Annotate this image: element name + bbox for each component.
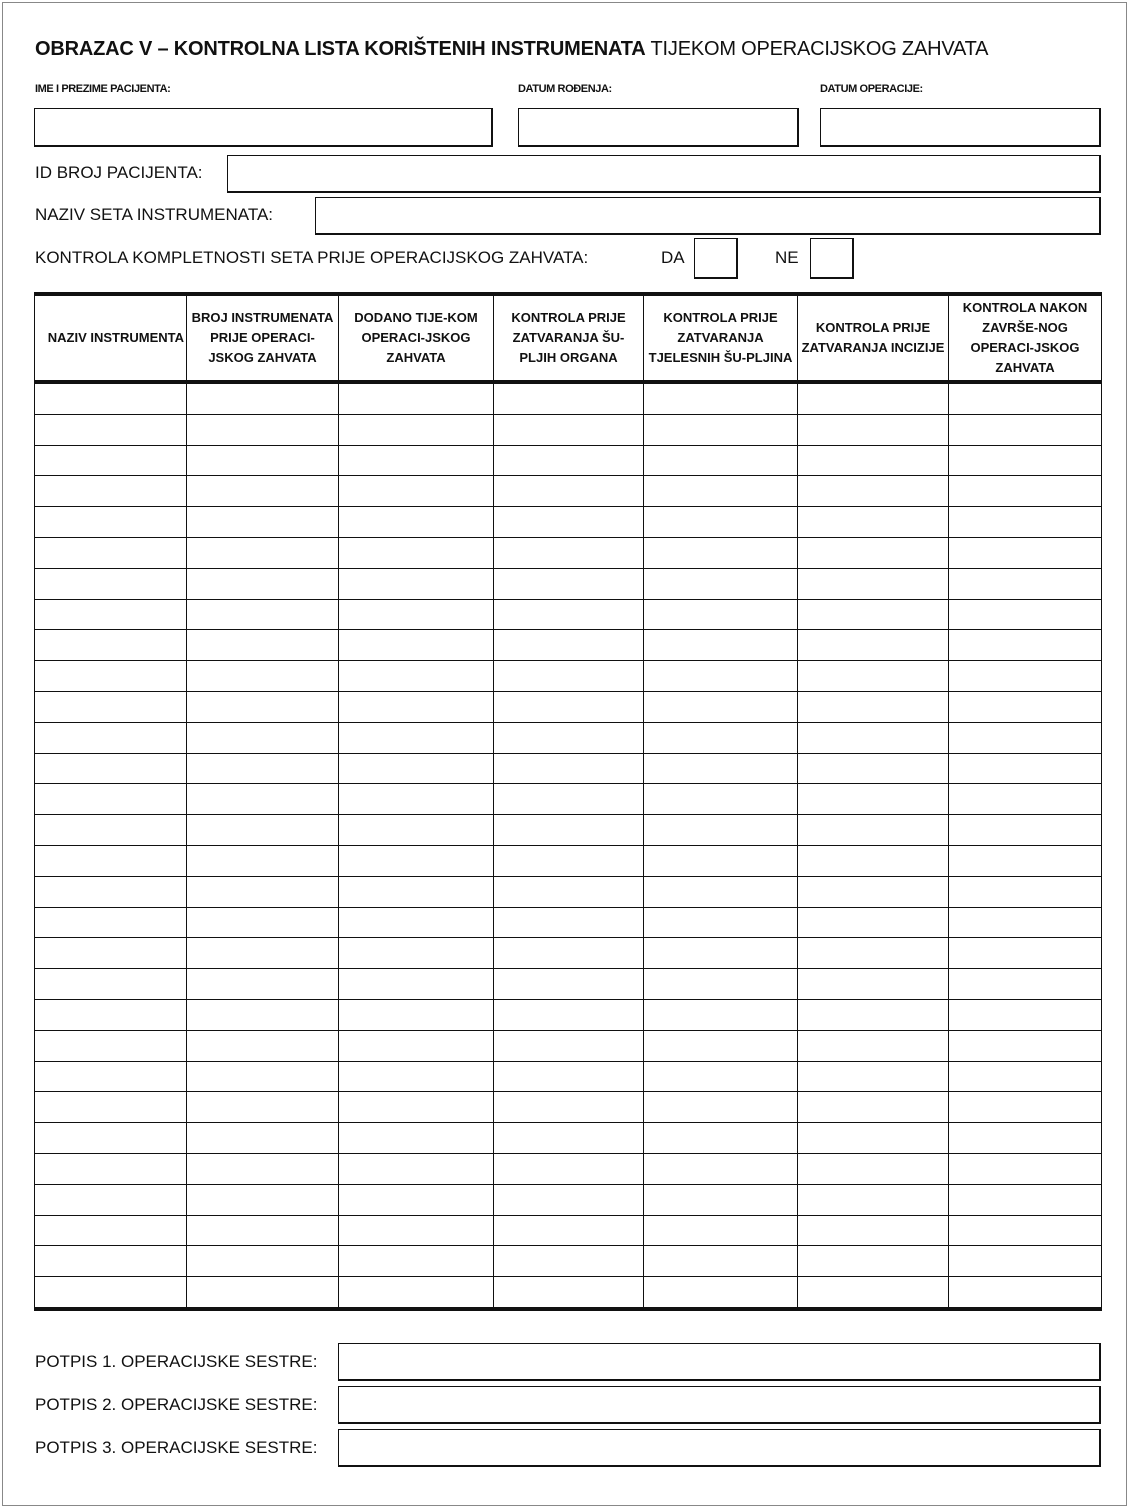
table-cell[interactable] xyxy=(187,661,339,692)
table-cell[interactable] xyxy=(798,537,949,568)
table-row xyxy=(35,537,1102,568)
table-cell[interactable] xyxy=(339,999,494,1030)
table-cell[interactable] xyxy=(339,969,494,1000)
table-cell[interactable] xyxy=(949,876,1102,907)
table-cell[interactable] xyxy=(187,414,339,445)
yes-label: DA xyxy=(661,248,685,267)
table-cell[interactable] xyxy=(494,1123,644,1154)
table-row xyxy=(35,630,1102,661)
table-cell[interactable] xyxy=(644,969,798,1000)
table-cell[interactable] xyxy=(35,815,187,846)
column-header: KONTROLA PRIJE ZATVARANJA ŠU-PLJIH ORGANA xyxy=(494,294,644,382)
no-label: NE xyxy=(775,248,799,267)
table-cell[interactable] xyxy=(187,1153,339,1184)
table-cell[interactable] xyxy=(949,599,1102,630)
table-cell[interactable] xyxy=(644,1153,798,1184)
table-cell[interactable] xyxy=(949,1123,1102,1154)
op-date-field[interactable] xyxy=(820,108,1101,147)
table-cell[interactable] xyxy=(798,1123,949,1154)
table-cell[interactable] xyxy=(339,1215,494,1246)
table-cell[interactable] xyxy=(339,1246,494,1277)
table-row xyxy=(35,414,1102,445)
table-cell[interactable] xyxy=(339,1061,494,1092)
table-cell[interactable] xyxy=(187,938,339,969)
table-cell[interactable] xyxy=(949,382,1102,414)
table-cell[interactable] xyxy=(798,507,949,538)
table-cell[interactable] xyxy=(798,1246,949,1277)
table-cell[interactable] xyxy=(798,1061,949,1092)
table-cell[interactable] xyxy=(798,784,949,815)
table-cell[interactable] xyxy=(187,815,339,846)
table-cell[interactable] xyxy=(35,722,187,753)
table-cell[interactable] xyxy=(949,476,1102,507)
table-cell[interactable] xyxy=(35,1277,187,1309)
table-cell[interactable] xyxy=(187,537,339,568)
table-row xyxy=(35,1123,1102,1154)
table-cell[interactable] xyxy=(494,1277,644,1309)
table-cell[interactable] xyxy=(187,1092,339,1123)
table-row xyxy=(35,691,1102,722)
table-cell[interactable] xyxy=(798,876,949,907)
signature-3-field[interactable] xyxy=(338,1429,1101,1467)
table-cell[interactable] xyxy=(35,568,187,599)
table-cell[interactable] xyxy=(494,1092,644,1123)
table-cell[interactable] xyxy=(644,661,798,692)
table-cell[interactable] xyxy=(494,507,644,538)
table-cell[interactable] xyxy=(339,1030,494,1061)
signature-2-label: POTPIS 2. OPERACIJSKE SESTRE: xyxy=(35,1395,318,1414)
table-cell[interactable] xyxy=(339,784,494,815)
table-cell[interactable] xyxy=(339,537,494,568)
form-title xyxy=(35,38,988,61)
table-cell[interactable] xyxy=(644,1246,798,1277)
table-cell[interactable] xyxy=(494,445,644,476)
table-cell[interactable] xyxy=(798,969,949,1000)
table-row xyxy=(35,445,1102,476)
table-cell[interactable] xyxy=(798,815,949,846)
table-cell[interactable] xyxy=(494,938,644,969)
table-cell[interactable] xyxy=(949,507,1102,538)
table-cell[interactable] xyxy=(798,753,949,784)
dob-field[interactable] xyxy=(518,108,799,147)
table-cell[interactable] xyxy=(644,691,798,722)
table-cell[interactable] xyxy=(339,907,494,938)
table-cell[interactable] xyxy=(494,568,644,599)
column-header: NAZIV INSTRUMENTA xyxy=(35,294,187,382)
table-cell[interactable] xyxy=(644,537,798,568)
table-cell[interactable] xyxy=(644,722,798,753)
table-cell[interactable] xyxy=(949,1092,1102,1123)
table-cell[interactable] xyxy=(798,722,949,753)
table-cell[interactable] xyxy=(949,414,1102,445)
table-cell[interactable] xyxy=(949,845,1102,876)
table-cell[interactable] xyxy=(187,969,339,1000)
table-cell[interactable] xyxy=(949,1246,1102,1277)
table-cell[interactable] xyxy=(339,722,494,753)
table-cell[interactable] xyxy=(798,661,949,692)
table-cell[interactable] xyxy=(798,1277,949,1309)
table-cell[interactable] xyxy=(35,507,187,538)
table-cell[interactable] xyxy=(494,753,644,784)
table-cell[interactable] xyxy=(35,938,187,969)
yes-checkbox[interactable] xyxy=(694,238,738,279)
table-cell[interactable] xyxy=(35,1246,187,1277)
table-cell[interactable] xyxy=(35,1061,187,1092)
table-cell[interactable] xyxy=(949,537,1102,568)
table-row xyxy=(35,1184,1102,1215)
table-cell[interactable] xyxy=(644,414,798,445)
table-cell[interactable] xyxy=(35,784,187,815)
table-cell[interactable] xyxy=(494,722,644,753)
table-cell[interactable] xyxy=(494,382,644,414)
title-bold: OBRAZAC V – KONTROLNA LISTA KORIŠTENIH INSTRUMENATA xyxy=(35,38,646,60)
table-cell[interactable] xyxy=(949,1061,1102,1092)
table-cell[interactable] xyxy=(949,1184,1102,1215)
table-cell[interactable] xyxy=(949,938,1102,969)
table-cell[interactable] xyxy=(494,1061,644,1092)
table-cell[interactable] xyxy=(949,691,1102,722)
signature-1-label: POTPIS 1. OPERACIJSKE SESTRE: xyxy=(35,1352,318,1371)
dob-label: DATUM ROĐENJA: xyxy=(518,83,612,95)
table-cell[interactable] xyxy=(339,630,494,661)
table-cell[interactable] xyxy=(644,1277,798,1309)
table-cell[interactable] xyxy=(494,1246,644,1277)
table-cell[interactable] xyxy=(35,969,187,1000)
table-cell[interactable] xyxy=(339,414,494,445)
patient-name-field[interactable] xyxy=(34,108,493,147)
table-cell[interactable] xyxy=(187,1123,339,1154)
table-cell[interactable] xyxy=(644,753,798,784)
table-row xyxy=(35,1215,1102,1246)
table-cell[interactable] xyxy=(644,815,798,846)
table-cell[interactable] xyxy=(949,784,1102,815)
table-cell[interactable] xyxy=(339,1277,494,1309)
table-cell[interactable] xyxy=(339,845,494,876)
table-cell[interactable] xyxy=(949,445,1102,476)
table-cell[interactable] xyxy=(339,476,494,507)
table-cell[interactable] xyxy=(494,876,644,907)
table-cell[interactable] xyxy=(798,476,949,507)
table-row xyxy=(35,753,1102,784)
table-cell[interactable] xyxy=(494,815,644,846)
patient-id-label: ID BROJ PACIJENTA: xyxy=(35,163,203,182)
column-header: KONTROLA PRIJE ZATVARANJA INCIZIJE xyxy=(798,294,949,382)
table-cell[interactable] xyxy=(35,1123,187,1154)
table-row xyxy=(35,507,1102,538)
table-row xyxy=(35,815,1102,846)
table-cell[interactable] xyxy=(644,999,798,1030)
table-cell[interactable] xyxy=(187,691,339,722)
table-row xyxy=(35,599,1102,630)
table-row xyxy=(35,661,1102,692)
table-cell[interactable] xyxy=(339,445,494,476)
table-cell[interactable] xyxy=(187,845,339,876)
column-header: KONTROLA NAKON ZAVRŠE-NOG OPERACI-JSKOG ZAHVATA xyxy=(949,294,1102,382)
table-cell[interactable] xyxy=(644,1030,798,1061)
table-cell[interactable] xyxy=(798,568,949,599)
title-regular: TIJEKOM OPERACIJSKOG ZAHVATA xyxy=(650,38,989,60)
table-cell[interactable] xyxy=(339,599,494,630)
table-row xyxy=(35,845,1102,876)
table-cell[interactable] xyxy=(494,1030,644,1061)
table-row xyxy=(35,1277,1102,1309)
table-cell[interactable] xyxy=(35,414,187,445)
table-cell[interactable] xyxy=(187,722,339,753)
column-header: BROJ INSTRUMENATA PRIJE OPERACI-JSKOG ZAHVATA xyxy=(187,294,339,382)
table-cell[interactable] xyxy=(187,1061,339,1092)
table-cell[interactable] xyxy=(644,630,798,661)
table-cell[interactable] xyxy=(949,722,1102,753)
table-row xyxy=(35,722,1102,753)
table-cell[interactable] xyxy=(798,1184,949,1215)
signature-3-label: POTPIS 3. OPERACIJSKE SESTRE: xyxy=(35,1438,318,1457)
patient-name-label: IME I PREZIME PACIJENTA: xyxy=(35,83,171,95)
set-name-label: NAZIV SETA INSTRUMENATA: xyxy=(35,205,274,224)
table-cell[interactable] xyxy=(798,445,949,476)
table-cell[interactable] xyxy=(949,661,1102,692)
table-cell[interactable] xyxy=(339,753,494,784)
table-cell[interactable] xyxy=(187,599,339,630)
table-row xyxy=(35,1061,1102,1092)
table-cell[interactable] xyxy=(35,476,187,507)
table-cell[interactable] xyxy=(339,568,494,599)
table-cell[interactable] xyxy=(644,599,798,630)
patient-id-field[interactable] xyxy=(227,155,1101,193)
signature-2-field[interactable] xyxy=(338,1386,1101,1424)
table-cell[interactable] xyxy=(494,784,644,815)
table-cell[interactable] xyxy=(35,445,187,476)
table-cell[interactable] xyxy=(494,691,644,722)
table-cell[interactable] xyxy=(644,1092,798,1123)
table-cell[interactable] xyxy=(949,753,1102,784)
table-cell[interactable] xyxy=(339,1123,494,1154)
table-cell[interactable] xyxy=(644,382,798,414)
table-row xyxy=(35,382,1102,414)
table-cell[interactable] xyxy=(494,907,644,938)
table-cell[interactable] xyxy=(35,382,187,414)
table-cell[interactable] xyxy=(339,507,494,538)
table-cell[interactable] xyxy=(798,1092,949,1123)
set-name-field[interactable] xyxy=(315,197,1101,235)
table-cell[interactable] xyxy=(798,1030,949,1061)
table-cell[interactable] xyxy=(798,845,949,876)
table-cell[interactable] xyxy=(35,1092,187,1123)
table-cell[interactable] xyxy=(35,599,187,630)
table-cell[interactable] xyxy=(35,1030,187,1061)
table-row xyxy=(35,938,1102,969)
no-checkbox[interactable] xyxy=(810,238,854,279)
table-row xyxy=(35,1153,1102,1184)
table-cell[interactable] xyxy=(644,1215,798,1246)
table-cell[interactable] xyxy=(35,1184,187,1215)
table-cell[interactable] xyxy=(798,414,949,445)
table-cell[interactable] xyxy=(494,661,644,692)
table-cell[interactable] xyxy=(187,382,339,414)
table-cell[interactable] xyxy=(187,753,339,784)
table-cell[interactable] xyxy=(187,507,339,538)
table-cell[interactable] xyxy=(798,999,949,1030)
column-header: KONTROLA PRIJE ZATVARANJA TJELESNIH ŠU-PLJINA xyxy=(644,294,798,382)
table-cell[interactable] xyxy=(949,1030,1102,1061)
table-cell[interactable] xyxy=(187,476,339,507)
table-row xyxy=(35,876,1102,907)
table-cell[interactable] xyxy=(187,876,339,907)
table-cell[interactable] xyxy=(187,1184,339,1215)
table-cell[interactable] xyxy=(339,382,494,414)
table-cell[interactable] xyxy=(35,753,187,784)
table-cell[interactable] xyxy=(494,476,644,507)
table-cell[interactable] xyxy=(35,661,187,692)
table-cell[interactable] xyxy=(949,999,1102,1030)
table-cell[interactable] xyxy=(35,537,187,568)
table-cell[interactable] xyxy=(949,815,1102,846)
table-cell[interactable] xyxy=(339,691,494,722)
table-cell[interactable] xyxy=(644,568,798,599)
table-cell[interactable] xyxy=(798,630,949,661)
table-cell[interactable] xyxy=(187,1246,339,1277)
table-cell[interactable] xyxy=(494,599,644,630)
table-cell[interactable] xyxy=(35,876,187,907)
table-cell[interactable] xyxy=(339,661,494,692)
table-cell[interactable] xyxy=(187,568,339,599)
table-cell[interactable] xyxy=(35,1215,187,1246)
table-cell[interactable] xyxy=(644,445,798,476)
instrument-table xyxy=(34,292,1102,1311)
table-cell[interactable] xyxy=(494,999,644,1030)
table-cell[interactable] xyxy=(494,1184,644,1215)
table-cell[interactable] xyxy=(949,1215,1102,1246)
table-cell[interactable] xyxy=(644,476,798,507)
table-cell[interactable] xyxy=(187,907,339,938)
table-cell[interactable] xyxy=(187,1215,339,1246)
table-cell[interactable] xyxy=(644,907,798,938)
table-cell[interactable] xyxy=(644,845,798,876)
table-cell[interactable] xyxy=(35,1153,187,1184)
table-cell[interactable] xyxy=(798,382,949,414)
table-cell[interactable] xyxy=(35,630,187,661)
table-cell[interactable] xyxy=(494,414,644,445)
table-row xyxy=(35,1030,1102,1061)
table-row xyxy=(35,999,1102,1030)
table-cell[interactable] xyxy=(187,1030,339,1061)
table-cell[interactable] xyxy=(494,969,644,1000)
table-cell[interactable] xyxy=(187,445,339,476)
op-date-label: DATUM OPERACIJE: xyxy=(820,83,923,95)
table-cell[interactable] xyxy=(644,1184,798,1215)
table-cell[interactable] xyxy=(798,938,949,969)
table-cell[interactable] xyxy=(644,876,798,907)
table-row xyxy=(35,907,1102,938)
table-cell[interactable] xyxy=(644,1061,798,1092)
table-cell[interactable] xyxy=(339,1184,494,1215)
table-cell[interactable] xyxy=(798,907,949,938)
table-cell[interactable] xyxy=(644,507,798,538)
table-cell[interactable] xyxy=(35,845,187,876)
table-cell[interactable] xyxy=(339,938,494,969)
table-row xyxy=(35,784,1102,815)
table-row xyxy=(35,1092,1102,1123)
column-header: DODANO TIJE-KOM OPERACI-JSKOG ZAHVATA xyxy=(339,294,494,382)
table-cell[interactable] xyxy=(644,938,798,969)
table-cell[interactable] xyxy=(35,999,187,1030)
table-cell[interactable] xyxy=(644,784,798,815)
table-cell[interactable] xyxy=(798,1215,949,1246)
table-cell[interactable] xyxy=(949,568,1102,599)
table-cell[interactable] xyxy=(494,1215,644,1246)
table-cell[interactable] xyxy=(494,630,644,661)
table-cell[interactable] xyxy=(644,1123,798,1154)
table-row xyxy=(35,568,1102,599)
signature-1-field[interactable] xyxy=(338,1343,1101,1381)
table-row xyxy=(35,476,1102,507)
table-cell[interactable] xyxy=(494,1153,644,1184)
completeness-check-label: KONTROLA KOMPLETNOSTI SETA PRIJE OPERACIJSKOG ZAHVATA: xyxy=(35,248,589,267)
table-cell[interactable] xyxy=(187,784,339,815)
table-cell[interactable] xyxy=(187,630,339,661)
table-cell[interactable] xyxy=(35,907,187,938)
table-row xyxy=(35,1246,1102,1277)
table-cell[interactable] xyxy=(494,845,644,876)
table-cell[interactable] xyxy=(949,1153,1102,1184)
table-cell[interactable] xyxy=(35,691,187,722)
table-cell[interactable] xyxy=(798,599,949,630)
table-cell[interactable] xyxy=(949,969,1102,1000)
table-cell[interactable] xyxy=(798,1153,949,1184)
table-cell[interactable] xyxy=(339,876,494,907)
table-cell[interactable] xyxy=(494,537,644,568)
table-cell[interactable] xyxy=(187,1277,339,1309)
table-row xyxy=(35,969,1102,1000)
table-cell[interactable] xyxy=(339,815,494,846)
table-cell[interactable] xyxy=(798,691,949,722)
table-cell[interactable] xyxy=(949,907,1102,938)
table-cell[interactable] xyxy=(339,1092,494,1123)
table-cell[interactable] xyxy=(187,999,339,1030)
table-cell[interactable] xyxy=(339,1153,494,1184)
table-cell[interactable] xyxy=(949,630,1102,661)
table-cell[interactable] xyxy=(949,1277,1102,1309)
table-header-row xyxy=(35,294,1102,382)
